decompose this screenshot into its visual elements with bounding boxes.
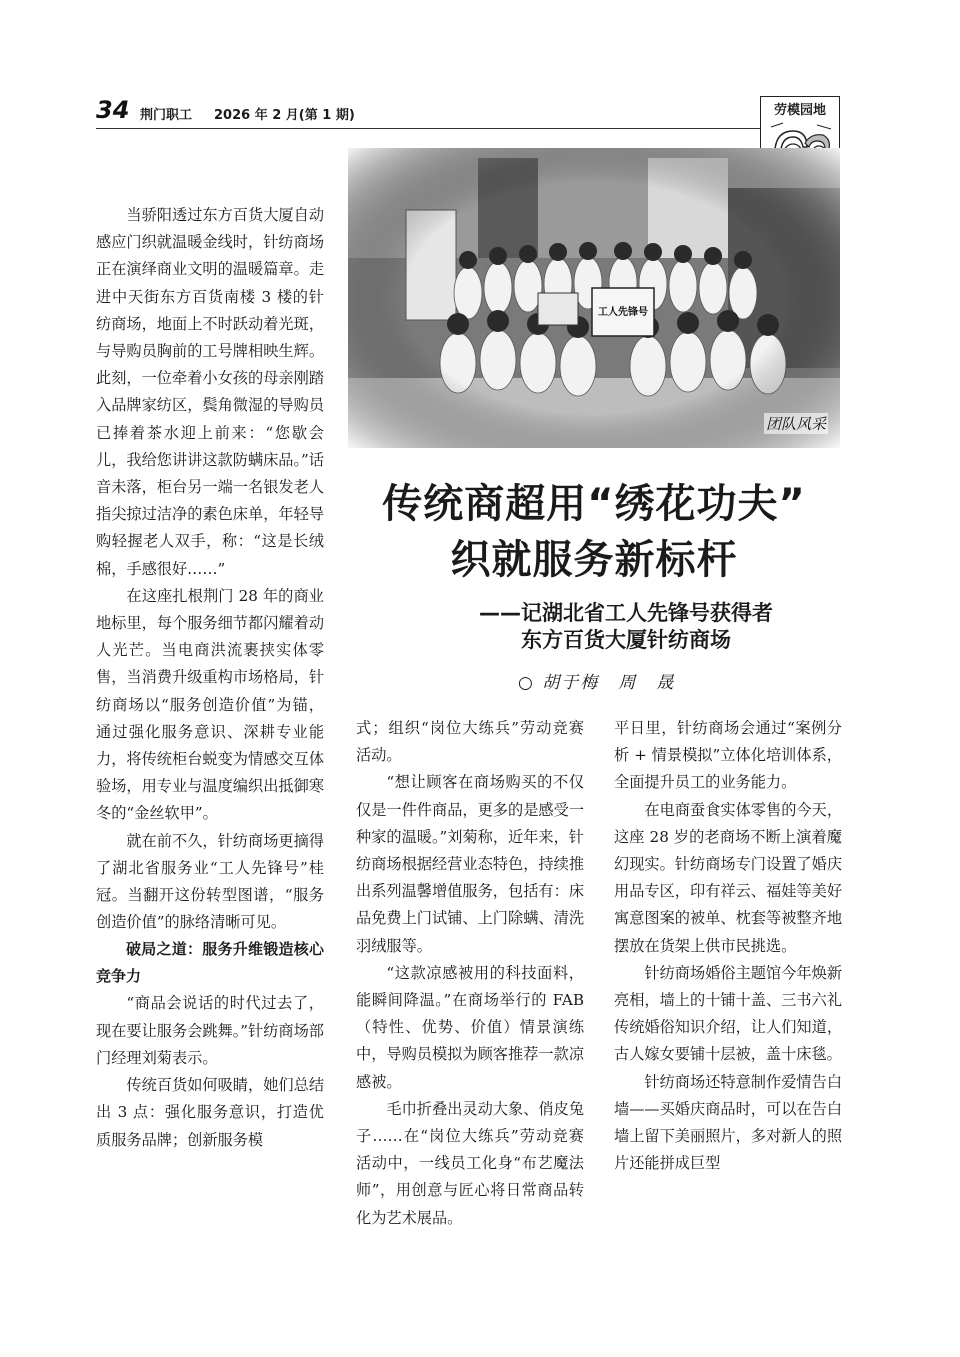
article-title-line2: 织就服务新标杆 <box>450 537 738 583</box>
article-subtitle-line1: ——记湖北省工人先锋号获得者 <box>479 601 773 625</box>
column-name: 劳模园地 <box>773 103 826 118</box>
publication-name: 荆门职工 <box>140 108 193 123</box>
article-title-line1: 传统商超用“绣花功夫” <box>382 481 806 527</box>
byline: ○ 胡于梅 周 晟 <box>518 673 676 693</box>
header-rule <box>96 128 760 129</box>
photo-caption: 团队风采 <box>765 415 826 433</box>
paragraph: 在电商蚕食实体零售的今天，这座 28 岁的老商场不断上演着魔幻现实。针纺商场专门设置了婚庆用品专区，印有祥云、福娃等美好寓意图案的被单、枕套等被整齐地摆放在货架上供市民挑选。 <box>614 800 842 955</box>
team-photo-image <box>348 148 840 448</box>
paragraph: 针纺商场还特意制作爱情告白墙——买婚庆商品时，可以在告白墙上留下美丽照片，多对新人的照片还能拼成巨型 <box>614 1072 842 1173</box>
paragraph: 传统百货如何吸睛，她们总结出 3 点：强化服务意识，打造优质服务品牌；创新服务模 <box>96 1076 324 1149</box>
article-subtitle-line2: 东方百货大厦针纺商场 <box>521 628 731 652</box>
paragraph: 在这座扎根荆门 28 年的商业地标里，每个服务细节都闪耀着动人光芒。当电商洪流裹挟实体零售，当消费升级重构市场格局，针纺商场以“服务创造价值”为锚，通过强化服务意识、深耕专业能力，将传统柜台蜕变为情感交互体验场，用专业与温度编织出抵御寒冬的“金丝软甲”。 <box>96 586 324 823</box>
page-number: 34 <box>96 96 130 124</box>
text-column-3 <box>614 715 842 1177</box>
team-photo <box>348 148 840 448</box>
text-column-2 <box>356 715 584 1232</box>
paragraph: 式；组织“岗位大练兵”劳动竞赛活动。 <box>356 719 584 765</box>
paragraph: “商品会说话的时代过去了，现在要让服务会跳舞。”针纺商场部门经理刘菊表示。 <box>96 994 324 1067</box>
paragraph: 针纺商场婚俗主题馆今年焕新亮相，墙上的十铺十盖、三书六礼传统婚俗知识介绍，让人们知道，古人嫁女要铺十层被，盖十床毯。 <box>614 963 842 1064</box>
paragraph: 就在前不久，针纺商场更摘得了湖北省服务业“工人先锋号”桂冠。当翻开这份转型图谱，“服务创造价值”的脉络清晰可见。 <box>96 831 324 932</box>
issue-date: 2026 年 2 月(第 1 期) <box>214 108 355 123</box>
paragraph: “想让顾客在商场购买的不仅仅是一件件商品，更多的是感受一种家的温暖。”刘菊称，近年来，针纺商场根据经营业态特色，持续推出系列温馨增值服务，包括有：床品免费上门试铺、上门除螨、清洗羽绒服等。 <box>356 773 584 955</box>
section-heading: 破局之道：服务升维锻造核心竞争力 <box>96 940 324 986</box>
paragraph: “这款凉感被用的科技面料，能瞬间降温。”在商场举行的 FAB（特性、优势、价值）情景演练中，导购员模拟为顾客推荐一款凉感被。 <box>356 963 584 1091</box>
text-column-1 <box>96 202 324 1154</box>
paragraph: 毛巾折叠出灵动大象、俏皮兔子……在“岗位大练兵”劳动竞赛活动中，一线员工化身“布艺魔法师”，用创意与匠心将日常商品转化为艺术展品。 <box>356 1099 584 1227</box>
paragraph: 平日里，针纺商场会通过“案例分析 + 情景模拟”立体化培训体系，全面提升员工的业务能力。 <box>614 719 842 792</box>
paragraph: 当骄阳透过东方百货大厦自动感应门织就温暖金线时，针纺商场正在演绎商业文明的温暖篇章。走进中天街东方百货南楼 3 楼的针纺商场，地面上不时跃动着光斑，与导购员胸前的工号牌相映生辉。此刻，一位牵着小女孩的母亲刚踏入品牌家纺区，鬓角微湿的导购员已捧着茶水迎上前来：“您歇会儿，我给您讲讲这款防螨床品。”话音未落，柜台另一端一名银发老人指尖掠过洁净的素色床单，年轻导购轻握老人双手，称：“这是长绒棉，手感很好……” <box>96 206 324 578</box>
